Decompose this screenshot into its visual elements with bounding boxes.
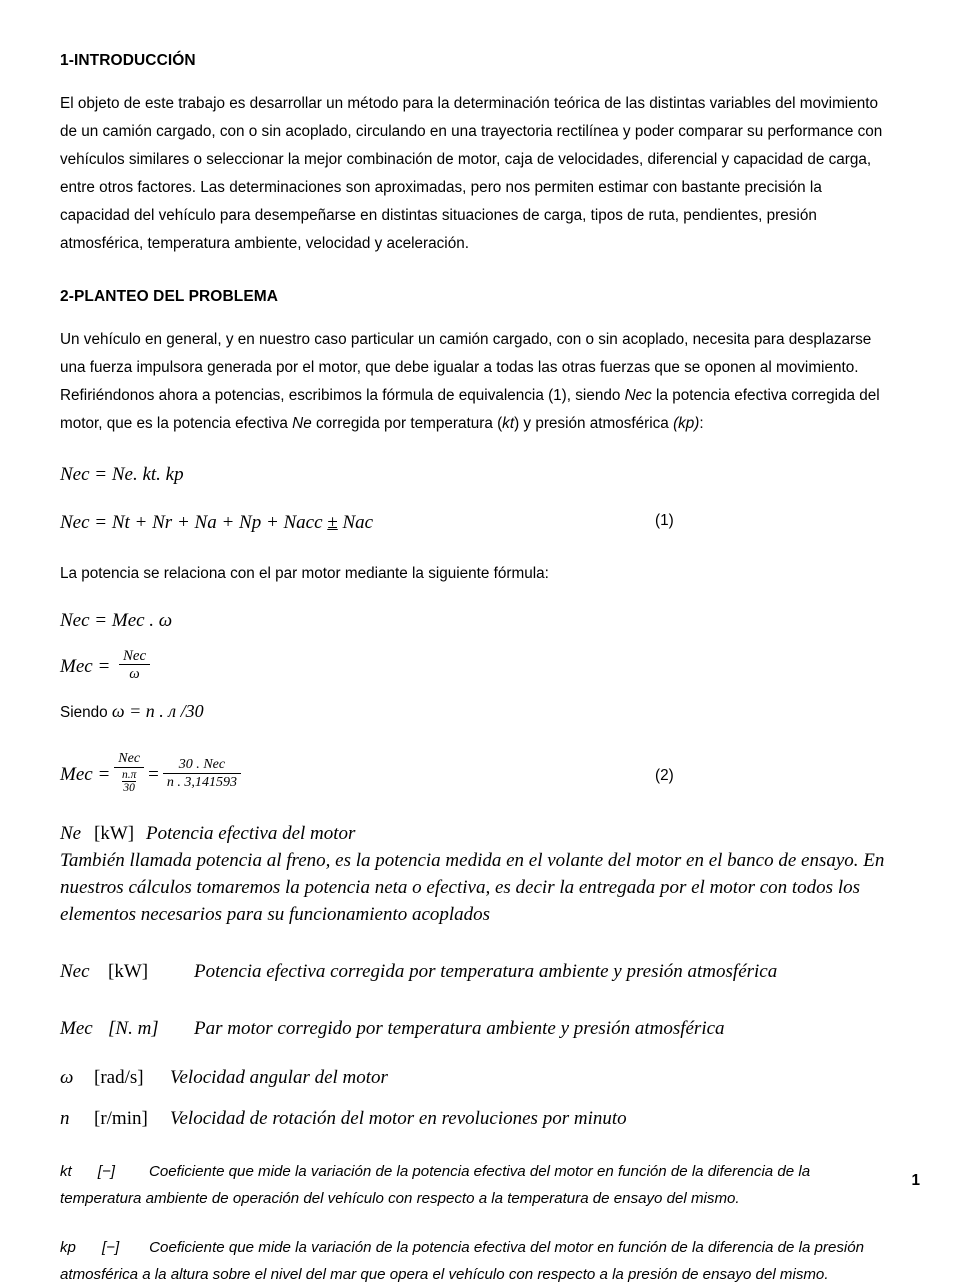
definition-description-mec: Par motor corregido por temperatura ambiente y presión atmosférica bbox=[194, 1018, 725, 1040]
definition-symbol-kp: kp bbox=[60, 1239, 76, 1257]
omega-definition-body: ω = n . л /30 bbox=[111, 701, 204, 722]
definition-unit-kt: [−] bbox=[97, 1163, 115, 1181]
equation-nec-product-row bbox=[60, 462, 920, 488]
section-heading-planteo-del-problema: 2-PLANTEO DEL PROBLEMA bbox=[60, 288, 279, 305]
problem-text-part3: corregida por temperatura ( bbox=[311, 415, 503, 432]
definition-description-nec: Potencia efectiva corregida por temperatura ambiente y presión atmosférica bbox=[194, 961, 778, 983]
definition-symbol-ne: Ne bbox=[60, 823, 82, 845]
definition-symbol-nec: Nec bbox=[60, 961, 90, 983]
definition-n-line bbox=[60, 1105, 920, 1132]
definition-nec-block bbox=[60, 958, 920, 985]
equation-mec-full-equals: = bbox=[148, 764, 159, 786]
fraction-numerator: 30 . Nec bbox=[178, 755, 226, 772]
definition-unit-ne: [kW] bbox=[94, 823, 135, 845]
inner-fraction-numerator: n.π bbox=[121, 768, 137, 781]
problem-text-part2: la potencia efectiva corregida del motor, que es la potencia efectiva bbox=[60, 387, 880, 432]
fraction-nec-over-npi30 bbox=[114, 751, 144, 796]
section-heading-introduccion: 1-INTRODUCCIÓN bbox=[60, 52, 196, 69]
equation-mec-full-row bbox=[60, 750, 920, 798]
fraction-denominator: ω bbox=[119, 664, 150, 683]
definition-mec-line bbox=[60, 1015, 920, 1042]
definition-unit-mec: [N. m] bbox=[108, 1018, 159, 1040]
definition-symbol-omega: ω bbox=[60, 1067, 74, 1089]
inner-fraction-npi-over-30 bbox=[122, 769, 136, 795]
problem-text-part4: ) y presión atmosférica bbox=[514, 415, 674, 432]
definition-unit-nec: [kW] bbox=[108, 961, 149, 983]
equation-mec-full-lhs: Mec = bbox=[60, 764, 111, 786]
definition-symbol-kt: kt bbox=[60, 1163, 72, 1181]
problem-italic-kt: kt bbox=[502, 415, 515, 432]
equation-mec-simple bbox=[60, 647, 154, 685]
definition-unit-omega: [rad/s] bbox=[94, 1067, 144, 1089]
definition-omega-block bbox=[60, 1064, 920, 1091]
problem-italic-kp: (kp) bbox=[673, 415, 700, 432]
problem-text-part5: : bbox=[699, 415, 704, 432]
fraction-denominator bbox=[114, 767, 144, 796]
equation-mec-full bbox=[60, 750, 245, 798]
equation-nec-mec: Nec = Mec . ω bbox=[60, 610, 173, 631]
definition-kt-block bbox=[60, 1158, 895, 1212]
definition-ne-block bbox=[60, 820, 920, 928]
definition-omega-line bbox=[60, 1064, 920, 1091]
definition-n-block bbox=[60, 1105, 920, 1132]
definition-symbol-mec: Mec bbox=[60, 1018, 93, 1040]
paragraph-planteo-del-problema bbox=[60, 326, 890, 438]
fraction-numerator: Nec bbox=[123, 647, 147, 664]
definition-mec-block bbox=[60, 1015, 920, 1042]
equation-nec-sum-left: Nec = Nt + Nr + Na + Np + Nacc bbox=[60, 512, 328, 533]
definition-title-ne: Potencia efectiva del motor bbox=[146, 823, 356, 845]
inner-fraction-denominator: 30 bbox=[123, 782, 135, 795]
paragraph-omega-definition bbox=[60, 697, 890, 727]
definition-description-kp: Coeficiente que mide la variación de la potencia efectiva del motor en función de la diferencia de la presión atmosférica a la altura sobre el nivel del mar que opera el vehículo con respecto a la presión de ensayo del mismo. bbox=[60, 1239, 865, 1284]
definition-description-n: Velocidad de rotación del motor en revoluciones por minuto bbox=[170, 1108, 627, 1130]
definition-kp-block bbox=[60, 1234, 895, 1288]
equation-nec-sum-right: Nac bbox=[337, 512, 374, 533]
plus-minus-symbol: ± bbox=[327, 512, 338, 533]
definition-symbol-n: n bbox=[60, 1108, 70, 1130]
equation-mec-simple-lhs: Mec = bbox=[60, 655, 116, 677]
equation-mec-simple-row bbox=[60, 647, 920, 685]
equation-number-1: (1) bbox=[655, 512, 674, 529]
definition-ne-header bbox=[60, 820, 920, 847]
definition-unit-kp: [−] bbox=[101, 1239, 120, 1257]
equation-nec-product: Nec = Ne. kt. kp bbox=[60, 464, 184, 485]
fraction-numerator: Nec bbox=[118, 750, 141, 767]
problem-text-part1: Un vehículo en general, y en nuestro caso particular un camión cargado, con o sin acoplado, necesita para desplazarse una fuerza impulsora generada por el motor, que debe igualar a todas las otras fuerzas que se oponen al movimiento. Refiriéndonos ahora a potencias, escribimos la fórmula de equivalencia (1), siendo bbox=[60, 331, 872, 404]
fraction-denominator: n . 3,141593 bbox=[163, 773, 241, 791]
definition-description-omega: Velocidad angular del motor bbox=[170, 1067, 388, 1089]
definition-description-kt: Coeficiente que mide la variación de la potencia efectiva del motor en función de la diferencia de la temperatura ambiente de operación del vehículo con respecto a la temperatura de ensayo del mismo. bbox=[60, 1163, 811, 1208]
omega-definition-prefix: Siendo bbox=[60, 704, 112, 722]
equation-number-2: (2) bbox=[655, 767, 674, 785]
fraction-nec-over-omega bbox=[119, 648, 150, 683]
paragraph-introduccion: El objeto de este trabajo es desarrollar un método para la determinación teórica de las distintas variables del movimiento de un camión cargado, con o sin acoplado, circulando en una trayectoria rectilínea y poder comparar su performance con vehículos similares o seleccionar la mejor combinación de motor, caja de velocidades, diferencial y capacidad de carga, entre otros factores. Las determinaciones son aproximadas, pero nos permiten estimar con bastante precisión la capacidad del vehículo para desempeñarse en distintas situaciones de carga, tipos de ruta, pendientes, presión atmosférica, temperatura ambiente, velocidad y aceleración. bbox=[60, 95, 883, 252]
definition-description-ne: También llamada potencia al freno, es la potencia medida en el volante del motor en el banco de ensayo. En nuestros cálculos tomaremos la potencia neta o efectiva, es decir la entregada por el motor con todos los elementos necesarios para su funcionamiento acoplados bbox=[60, 850, 885, 926]
definition-nec-line bbox=[60, 958, 920, 985]
fraction-30nec-over-n3141593 bbox=[163, 757, 241, 791]
equation-nec-sum-row bbox=[60, 510, 920, 536]
definition-unit-n: [r/min] bbox=[94, 1108, 148, 1130]
equation-nec-mec-row bbox=[60, 608, 920, 634]
page-number: 1 bbox=[911, 1172, 920, 1189]
paragraph-torque-intro: La potencia se relaciona con el par motor mediante la siguiente fórmula: bbox=[60, 565, 549, 582]
equation-nec-sum bbox=[60, 510, 373, 536]
problem-italic-nec: Nec bbox=[624, 387, 652, 404]
problem-italic-ne: Ne bbox=[292, 415, 312, 432]
